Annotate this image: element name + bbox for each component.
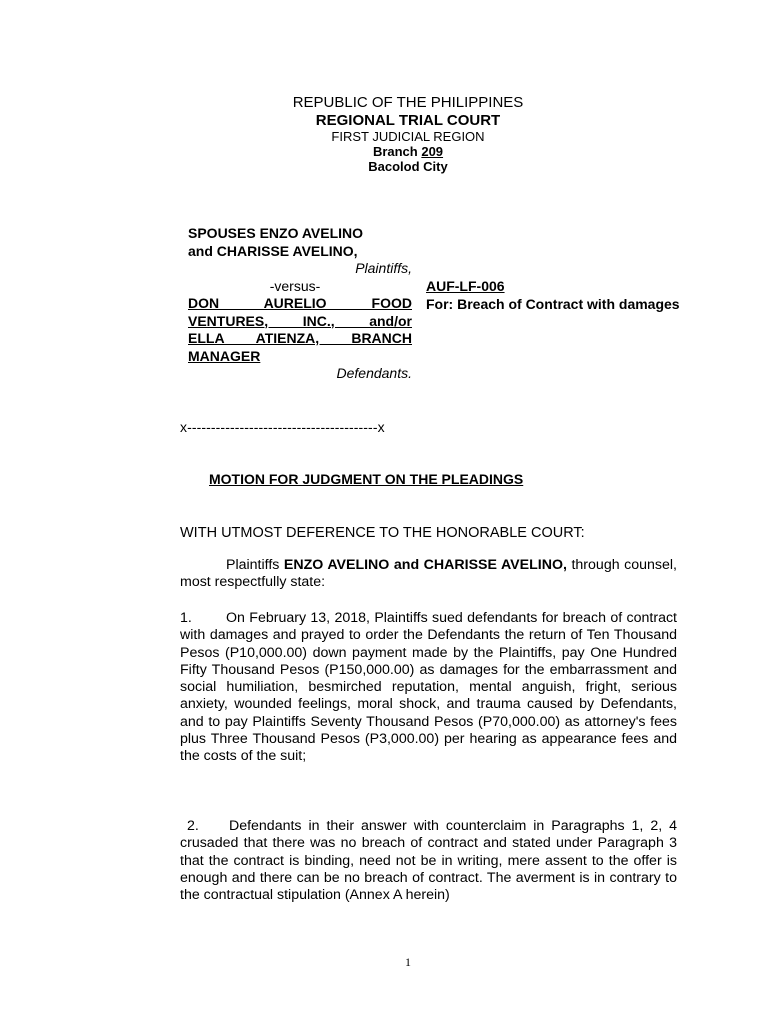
region-heading: FIRST JUDICIAL REGION [331, 129, 485, 144]
paragraph-number: 2. [186, 818, 199, 834]
page-number: 1 [405, 955, 411, 969]
salutation: WITH UTMOST DEFERENCE TO THE HONORABLE COURT: [180, 525, 585, 541]
paragraph-text: Defendants in their answer with counterclaim in Paragraphs 1, 2, 4 crusaded that there was no breach of contract and stated under Paragraph 3 that the contract is binding, need not be in writing, mere assent to the offer is enough and there can be no breach of contract. The averment is in contrary to the contractual stipulation (Annex A herein) [180, 818, 677, 904]
paragraph-2 [180, 818, 677, 904]
defendants-name-line4: MANAGER [188, 347, 261, 364]
defendants-name-line1: DON AURELIO FOOD [188, 295, 412, 311]
case-nature: For: Breach of Contract with damages [426, 295, 680, 312]
plaintiffs-name-line1: SPOUSES ENZO AVELINO [188, 225, 364, 241]
paragraph-number: 1. [180, 610, 192, 626]
plaintiffs-name-line2: and CHARISSE AVELINO, [188, 242, 358, 259]
defendants-name-line3: ELLA ATIENZA, BRANCH [188, 330, 412, 346]
paragraph-text: On February 13, 2018, Plaintiffs sued defendants for breach of contract with damages and prayed to order the Defendants the return of Ten Thousand Pesos (P10,000.00) down payment made by the Plaintiffs, pay One Hundred Fifty Thousand Pesos (P150,000.00) as damages for the embarrassment and social humiliation, besmirched reputation, mental anguish, fright, serious anxiety, wounded feelings, moral shock, and trauma caused by Defendants, and to pay Plaintiffs Seventy Thousand Pesos (P70,000.00) as attorney's fees plus Three Thousand Pesos (P3,000.00) per hearing as appearance fees and the costs of the suit; [180, 610, 677, 765]
intro-names: ENZO AVELINO and CHARISSE AVELINO, [283, 557, 567, 573]
branch-label: Branch [372, 144, 422, 159]
defendants-role: Defendants. [336, 365, 412, 381]
defendants-name-line2: VENTURES, INC., and/or [188, 312, 412, 329]
case-info [426, 278, 684, 313]
parties-block [188, 225, 412, 383]
city-heading: Bacolod City [368, 159, 448, 174]
country-heading: REPUBLIC OF THE PHILIPPINES [292, 94, 524, 111]
paragraph-1 [180, 610, 677, 766]
versus-label: -versus- [269, 277, 321, 294]
court-heading: REGIONAL TRIAL COURT [315, 112, 501, 129]
branch-heading [0, 144, 768, 159]
intro-prefix: Plaintiffs [226, 557, 284, 573]
motion-title: MOTION FOR JUDGMENT ON THE PLEADINGS [209, 471, 524, 487]
caption-separator: x----------------------------------------x [180, 419, 385, 435]
case-number: AUF-LF-006 [426, 278, 505, 294]
intro-suffix: through counsel, most respectfully state: [180, 557, 677, 591]
plaintiffs-role: Plaintiffs, [355, 260, 412, 276]
intro-paragraph [180, 557, 677, 592]
branch-number: 209 [421, 144, 444, 159]
